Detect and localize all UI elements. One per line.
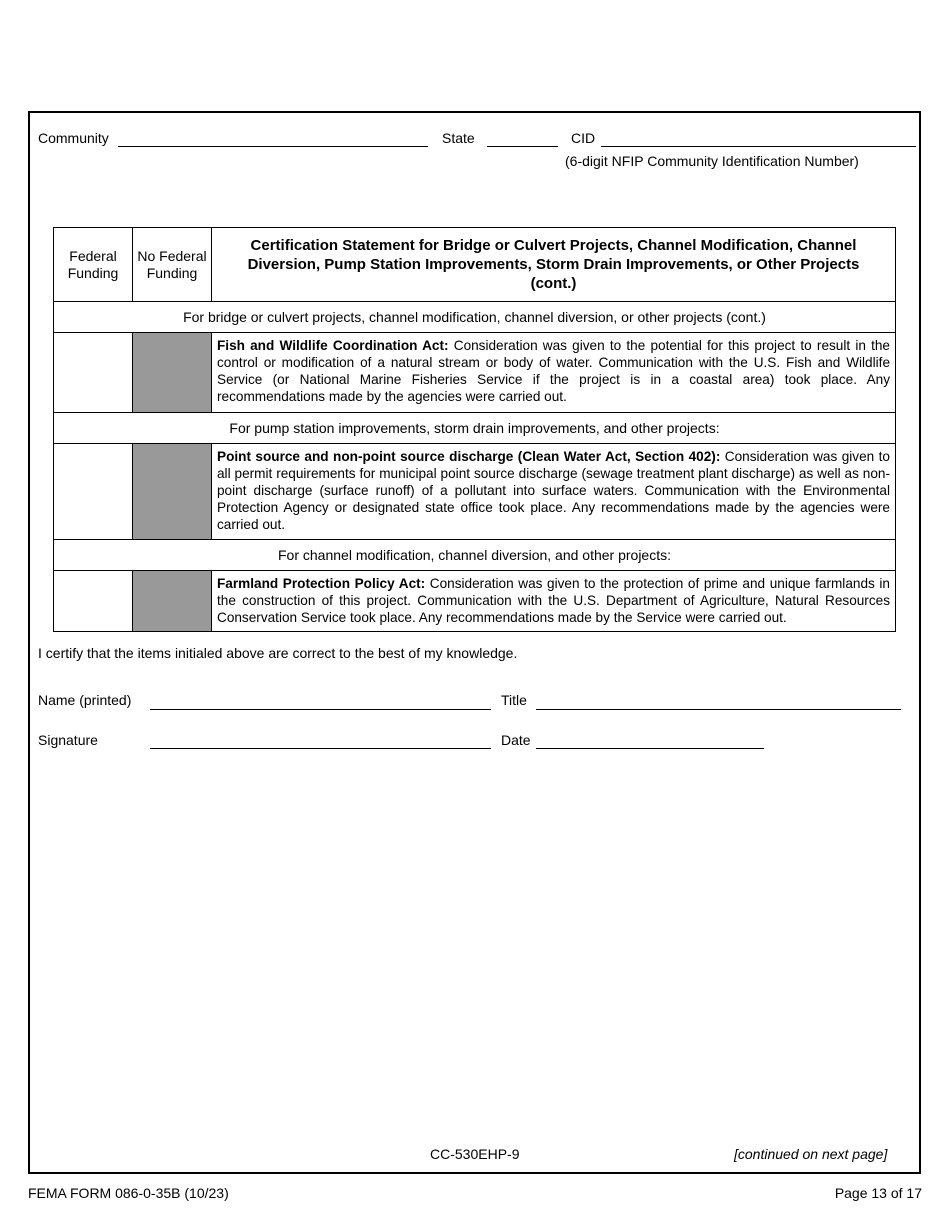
federal-funding-header: Federal Funding [54,228,133,302]
form-number: FEMA FORM 086-0-35B (10/23) [28,1185,229,1201]
no-federal-funding-cell-shaded [133,571,212,632]
section-heading-row [54,302,896,333]
cid-note: (6-digit NFIP Community Identification Number) [565,153,859,169]
no-federal-funding-cell-shaded [133,333,212,413]
no-federal-funding-cell-shaded [133,444,212,540]
table-header-row [54,228,896,302]
table-row [54,571,896,632]
signature-label: Signature [38,732,98,748]
title-label: Title [501,692,527,708]
continued-note: [continued on next page] [734,1146,888,1162]
statement-text: Consideration was given to all permit requirements for municipal point source discharge (sewage treatment plant discharge) as well as non-point discharge (surface runoff) of a pollutant into surface waters. Communication with the Environmental Protection Agency or designated state office took place. Any recommendations made by the agencies were carried out. [217,449,890,532]
section-heading-row [54,540,896,571]
table-row [54,444,896,540]
section-heading-row [54,413,896,444]
date-input[interactable] [536,748,764,749]
statement-cell [212,444,896,540]
community-input[interactable] [118,146,428,147]
cid-input[interactable] [601,146,916,147]
statement-title: Farmland Protection Policy Act: [217,576,426,591]
statement-cell [212,333,896,413]
statement-title: Point source and non-point source discharge (Clean Water Act, Section 402): [217,449,721,464]
form-code: CC-530EHP-9 [430,1146,520,1162]
certification-table [53,227,896,632]
statement-title: Fish and Wildlife Coordination Act: [217,338,449,353]
cid-label: CID [571,130,596,146]
section-heading: For bridge or culvert projects, channel modification, channel diversion, or other projects (cont.) [54,302,896,333]
signature-input[interactable] [150,748,491,749]
title-input[interactable] [536,709,901,710]
federal-funding-initial-cell[interactable] [54,444,133,540]
page-number: Page 13 of 17 [834,1185,922,1201]
name-printed-label: Name (printed) [38,692,132,708]
no-federal-funding-header: No Federal Funding [133,228,212,302]
federal-funding-initial-cell[interactable] [54,571,133,632]
section-heading: For channel modification, channel diversion, and other projects: [54,540,896,571]
statement-text: Consideration was given to the protection of prime and unique farmlands in the construction of this project. Communication with the U.S. Department of Agriculture, Natural Resources Conservation Service took place. Any recommendations made by the Service were carried out. [217,576,890,625]
community-label: Community [38,130,109,146]
state-label: State [442,130,475,146]
table-title: Certification Statement for Bridge or Culvert Projects, Channel Modification, Channel Diversion, Pump Station Improvements, Storm Drain Improvements, or Other Projects (cont.) [212,228,896,302]
statement-cell [212,571,896,632]
name-printed-input[interactable] [150,709,491,710]
section-heading: For pump station improvements, storm drain improvements, and other projects: [54,413,896,444]
state-input[interactable] [487,146,558,147]
federal-funding-initial-cell[interactable] [54,333,133,413]
statement-text: Consideration was given to the potential for this project to result in the control or modification of a natural stream or body of water. Communication with the U.S. Fish and Wildlife Service (or National Marine Fisheries Service if the project is in a coastal area) took place. Any recommendations made by the agencies were carried out. [217,338,890,404]
certify-statement: I certify that the items initialed above are correct to the best of my knowledge. [38,645,518,661]
table-row [54,333,896,413]
date-label: Date [501,732,531,748]
